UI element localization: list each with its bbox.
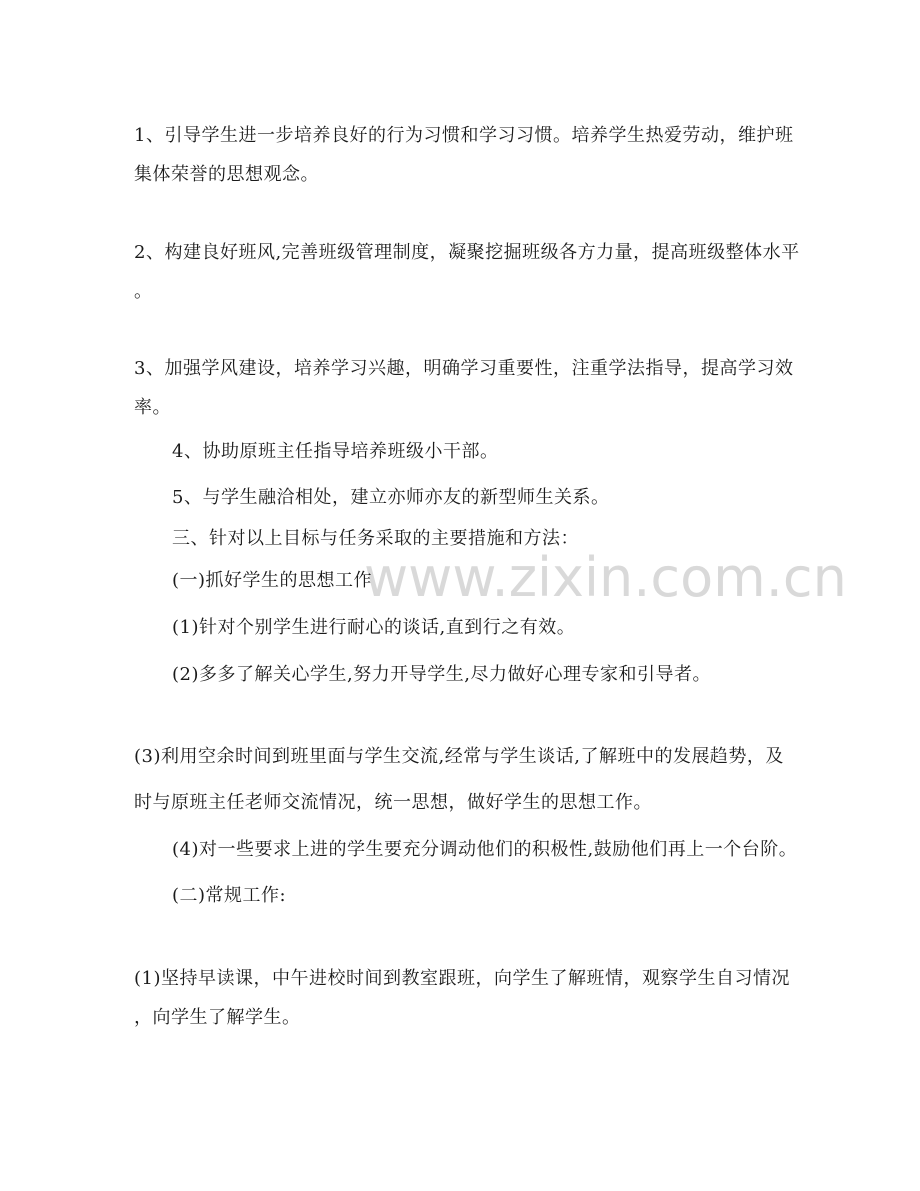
paragraph-4-line-1: 4、协助原班主任指导培养班级小干部。 — [172, 441, 499, 462]
item-4-line-1: (4)对一些要求上进的学生要充分调动他们的积极性,鼓励他们再上一个台阶。 — [172, 839, 798, 860]
watermark-text: www.zixin.com.cn — [364, 546, 847, 609]
subsection-heading-1: (一)抓好学生的思想工作 — [172, 570, 373, 591]
paragraph-3-line-2: 率。 — [134, 397, 171, 418]
routine-item-1-line-1: (1)坚持早读课，中午进校时间到教室跟班，向学生了解班情，观察学生自习情况 — [134, 968, 790, 989]
routine-item-1-line-2: ，向学生了解学生。 — [134, 1007, 301, 1028]
item-2-line-1: (2)多多了解关心学生,努力开导学生,尽力做好心理专家和引导者。 — [172, 664, 711, 685]
paragraph-5-line-1: 5、与学生融洽相处，建立亦师亦友的新型师生关系。 — [172, 487, 610, 508]
paragraph-2-line-1: 2、构建良好班风,完善班级管理制度，凝聚挖掘班级各方力量，提高班级整体水平 — [134, 242, 800, 263]
paragraph-3-line-1: 3、加强学风建设，培养学习兴趣，明确学习重要性，注重学法指导，提高学习效 — [134, 358, 794, 379]
item-3-line-2: 时与原班主任老师交流情况，统一思想，做好学生的思想工作。 — [134, 792, 652, 813]
paragraph-2-line-2: 。 — [134, 281, 153, 302]
item-1-line-1: (1)针对个别学生进行耐心的谈话,直到行之有效。 — [172, 617, 576, 638]
item-3-line-1: (3)利用空余时间到班里面与学生交流,经常与学生谈话,了解班中的发展趋势，及 — [134, 746, 784, 767]
section-heading-3: 三、针对以上目标与任务采取的主要措施和方法： — [172, 528, 579, 549]
subsection-heading-2: (二)常规工作: — [172, 885, 287, 906]
paragraph-1-line-2: 集体荣誉的思想观念。 — [134, 164, 319, 185]
paragraph-1-line-1: 1、引导学生进一步培养良好的行为习惯和学习习惯。培养学生热爱劳动，维护班 — [134, 125, 794, 146]
